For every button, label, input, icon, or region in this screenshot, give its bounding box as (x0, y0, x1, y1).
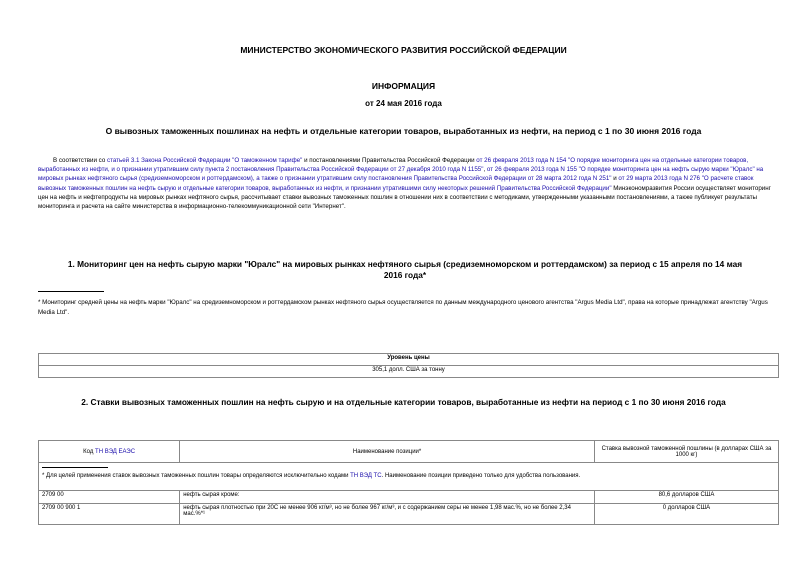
row-code: 2709 00 (39, 491, 180, 504)
section-1-footnote: * Мониторинг средней цены на нефть марки "Юралс" на средиземноморском и роттердамском рынках нефтяного сырья осуществляется по данным международного ценового агентства "Argus Media Ltd", права на которые принадлежат агентству "Argus Media Ltd". (38, 299, 768, 316)
row-rate: 80,6 долларов США (594, 491, 778, 504)
intro-text-4: и (611, 175, 619, 183)
table-footnote-divider (42, 467, 108, 468)
row-name: нефть сырая кроме: (180, 491, 595, 504)
document-title: ИНФОРМАЦИЯ (371, 81, 436, 91)
code-prefix: Код (83, 448, 96, 455)
decree-154-link[interactable]: от 26 февраля 2013 года N 154 "О порядке мониторинга цен на отдельные категории товаров, выработанных из нефти, и о признании утратившим силу пункта 2 постановления Правительства Российской Федерации от 27 декабря 2010 года N 1155" (38, 157, 749, 174)
tnved-link[interactable]: ТН ВЭД ЕАЭС (95, 448, 136, 455)
intro-text-5: Минэкономразвития России осуществляет мониторинг цен на нефть и нефтепродукты на мировых рынках нефтяного сырья, рассчитывает ставки вывозных таможенных пошлин в отношении них в соответствии с методиками, утвержденными указанными постановлениями, а также публикует результаты мониторинга и расчета на сайте министерства в информационно-телекоммуникационной сети "Интернет". (38, 184, 771, 211)
intro-text-1: В соответствии со (53, 157, 107, 164)
document-date: от 24 мая 2016 года (365, 99, 442, 108)
intro-text-3: , (483, 166, 487, 174)
decree-155-link[interactable]: от 26 февраля 2013 года N 155 "О порядке мониторинга цен на нефть сырую марки "Юралс" на мировых рынках нефтяного сырья (средиземноморском и роттердамском), а также о признании утратившим силу постановления Правительства Российской Федерации от 28 марта 2012 года N 251" (38, 166, 764, 183)
price-level-header: Уровень цены (39, 354, 779, 366)
table-footnote-text-2: . Наименование позиции приведено только для удобства пользования. (381, 473, 581, 479)
footnote-divider (38, 291, 104, 292)
document-subject: О вывозных таможенных пошлинах на нефть и отдельные категории товаров, выработанных из нефти, на период с 1 по 30 июня 2016 года (105, 126, 702, 136)
row-code: 2709 00 900 1 (39, 504, 180, 525)
section-1-title: 1. Мониторинг цен на нефть сырую марки "Юралс" на мировых рынках нефтяного сырья (средиземноморском и роттердамском) за период с 15 апреля по 14 мая 2016 года* (67, 259, 743, 280)
table-row (39, 504, 779, 525)
section-2-title: 2. Ставки вывозных таможенных пошлин на нефть сырую и на отдельные категории товаров, выработанные из нефти на период с 1 по 30 июня 2016 года (81, 397, 726, 407)
table-footnote (39, 463, 779, 491)
intro-paragraph (38, 156, 778, 211)
column-header-rate: Ставка вывозной таможенной пошлины (в долларах США за 1000 кг) (594, 441, 778, 463)
decree-276-link[interactable]: от 29 марта 2013 года N 276 "О расчете ставок вывозных таможенных пошлин на нефть сырую и отдельные категории товаров, выработанных из нефти, и признании утратившими силу некоторых решений Правительства Российской Федерации" (38, 175, 754, 192)
row-rate: 0 долларов США (594, 504, 778, 525)
table-row (39, 491, 779, 504)
column-header-name: Наименование позиции* (180, 441, 595, 463)
intro-text-2: и постановлениями Правительства Российской Федерации (302, 157, 477, 164)
table-footnote-text-1: * Для целей применения ставок вывозных таможенных пошлин товары определяются исключительно кодами (42, 473, 351, 479)
tnved-ts-link[interactable]: ТН ВЭД ТС (350, 473, 382, 479)
price-level-table (38, 353, 779, 378)
ministry-heading: МИНИСТЕРСТВО ЭКОНОМИЧЕСКОГО РАЗВИТИЯ РОССИЙСКОЙ ФЕДЕРАЦИИ (240, 45, 567, 55)
row-name: нефть сырая плотностью при 20С не менее 906 кг/м³, но не более 967 кг/м³, и с содержанием серы не менее 1,98 мас.%, но не более 2,34 мас.%*¹ (180, 504, 595, 525)
duty-rates-table (38, 440, 779, 525)
law-link[interactable]: статьей 3.1 Закона Российской Федерации "О таможенном тарифе" (106, 157, 303, 164)
column-header-code (39, 441, 180, 463)
price-level-value: 305,1 долл. США за тонну (39, 366, 779, 378)
